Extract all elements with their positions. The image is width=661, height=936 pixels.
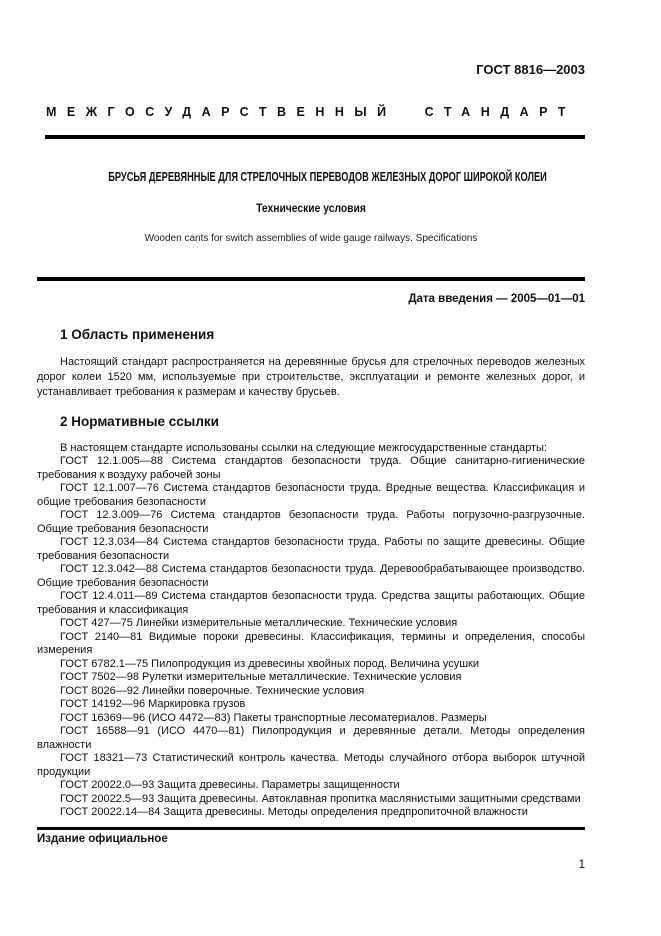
- reference-item: ГОСТ 12.4.011—89 Система стандартов безопасности труда. Средства защиты работающих. Общие требования и классификация: [37, 590, 585, 616]
- doc-title: БРУСЬЯ ДЕРЕВЯННЫЕ ДЛЯ СТРЕЛОЧНЫХ ПЕРЕВОДОВ ЖЕЛЕЗНЫХ ДОРОГ ШИРОКОЙ КОЛЕИ: [108, 170, 547, 184]
- reference-item: ГОСТ 427—75 Линейки измерительные металлические. Технические условия: [60, 617, 458, 630]
- scope-paragraph: Настоящий стандарт распространяется на деревянные брусья для стрелочных переводов железных дорог колеи 1520 мм, используемые при строительстве, эксплуатации и ремонте железных дорог, и устанавливает требования к размерам и качеству брусьев.: [37, 356, 585, 399]
- section-heading-scope: 1 Область применения: [60, 327, 215, 342]
- reference-item: ГОСТ 12.1.007—76 Система стандартов безопасности труда. Вредные вещества. Классификация и общие требования безопасности: [37, 482, 585, 508]
- reference-item: ГОСТ 7502—98 Рулетки измерительные металлические. Технические условия: [60, 671, 462, 684]
- doc-subtitle: Технические условия: [256, 201, 366, 215]
- reference-item: ГОСТ 12.3.009—76 Система стандартов безопасности труда. Работы погрузочно-разгрузочные. Общие требования безопасности: [37, 509, 585, 535]
- references-list: [37, 455, 585, 820]
- edition-note: Издание официальное: [37, 833, 168, 845]
- reference-item: ГОСТ 18321—73 Статистический контроль качества. Методы случайного отбора выборок штучной продукции: [37, 752, 585, 778]
- reference-item: ГОСТ 12.3.042—88 Система стандартов безопасности труда. Деревообрабатывающее производство. Общие требования безопасности: [37, 563, 585, 589]
- reference-item: ГОСТ 20022.14—84 Защита древесины. Методы определения предпропиточной влажности: [60, 806, 528, 819]
- doc-title-english: Wooden cants for switch assemblies of wide gauge railways. Specifications: [144, 233, 478, 244]
- reference-item: ГОСТ 20022.5—93 Защита древесины. Автоклавная пропитка маслянистыми защитными средствами: [60, 792, 581, 805]
- standard-type-label: МЕЖГОСУДАРСТВЕННЫЙ СТАНДАРТ: [46, 105, 576, 119]
- references-intro: В настоящем стандарте использованы ссылки на следующие межгосударственные стандарты:: [60, 441, 548, 454]
- header-rule: [45, 135, 585, 139]
- reference-item: ГОСТ 2140—81 Видимые пороки древесины. Классификация, термины и определения, способы измерения: [37, 630, 585, 657]
- reference-item: ГОСТ 12.3.034—84 Система стандартов безопасности труда. Работы по защите древесины. Общие требования безопасности: [37, 536, 585, 562]
- doc-code: ГОСТ 8816—2003: [476, 62, 585, 77]
- footer-rule: [37, 827, 585, 830]
- reference-item: ГОСТ 12.1.005—88 Система стандартов безопасности труда. Общие санитарно-гигиенические требования к воздуху рабочей зоны: [37, 455, 585, 481]
- reference-item: ГОСТ 8026—92 Линейки поверочные. Технические условия: [60, 684, 365, 697]
- reference-item: ГОСТ 6782.1—75 Пилопродукция из древесины хвойных пород. Величина усушки: [60, 657, 480, 670]
- page-number: 1: [578, 859, 585, 871]
- section-heading-references: 2 Нормативные ссылки: [60, 413, 219, 429]
- page-content: [37, 0, 585, 820]
- reference-item: ГОСТ 16588—91 (ИСО 4470—81) Пилопродукция и деревянные детали. Методы определения влажности: [37, 725, 585, 751]
- title-rule: [37, 277, 585, 281]
- effective-date: Дата введения — 2005—01—01: [408, 293, 585, 305]
- reference-item: ГОСТ 20022.0—93 Защита древесины. Параметры защищенности: [60, 779, 400, 792]
- reference-item: ГОСТ 14192—96 Маркировка грузов: [60, 698, 246, 711]
- reference-item: ГОСТ 16369—96 (ИСО 4472—83) Пакеты транспортные лесоматериалов. Размеры: [60, 711, 487, 724]
